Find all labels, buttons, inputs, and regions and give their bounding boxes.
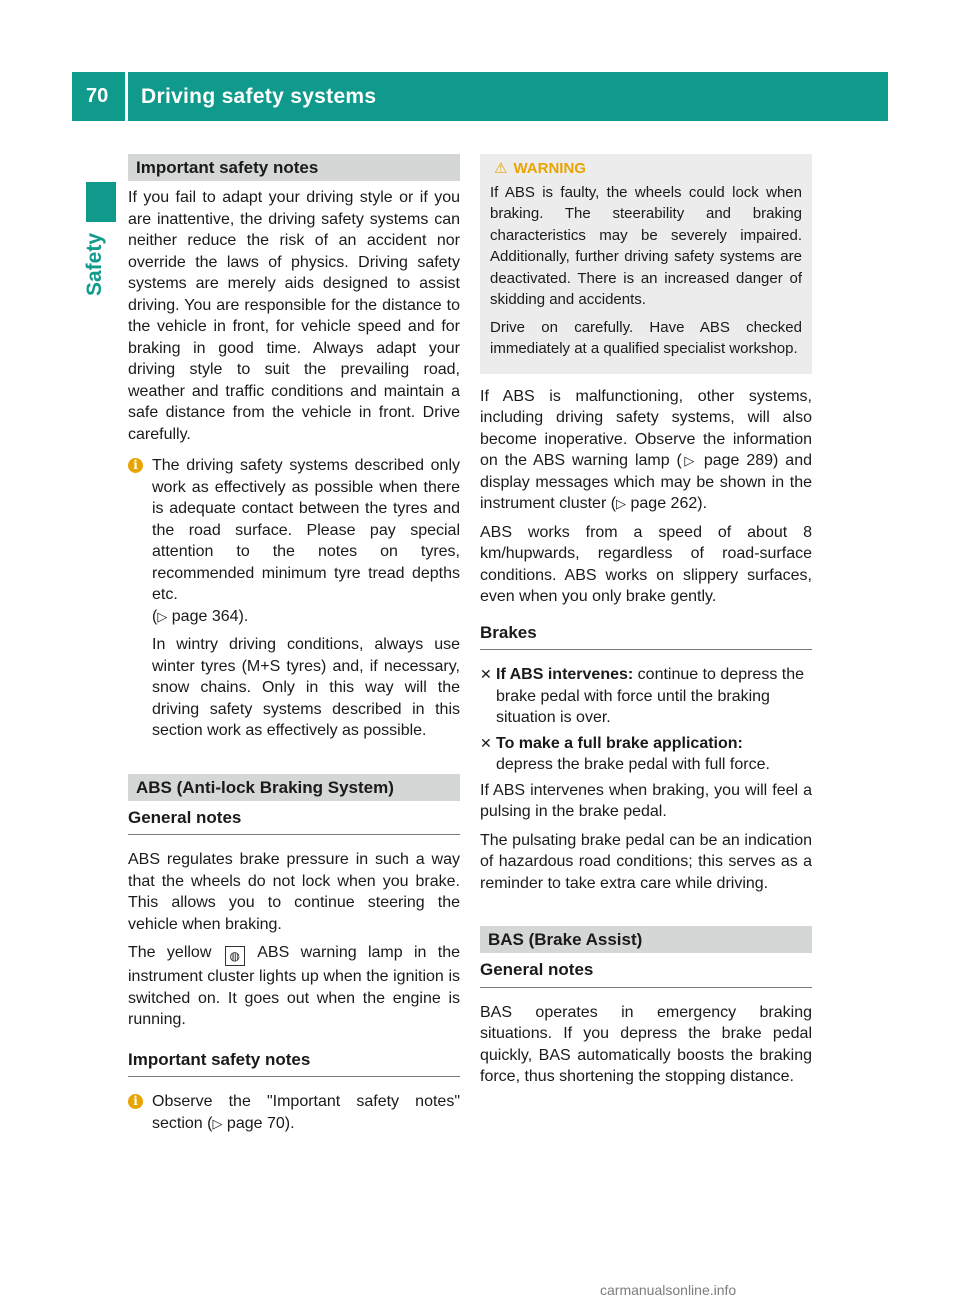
step-1-label: If ABS intervenes: (496, 666, 634, 683)
info-icon: i (128, 1094, 143, 1109)
warning-text-1: If ABS is faulty, the wheels could lock when braking. The steerability and braking characteristics may be severely impaired. Additionally, further driving safety systems are deactivated. There is an increased danger of skidding and accidents. (490, 183, 802, 308)
info-note-observe (128, 1091, 460, 1134)
important-safety-text: If you fail to adapt your driving style or if you are inattentive, the driving safety systems can neither reduce the risk of an accident nor override the laws of physics. Driving safety systems are merely aids designed to assist driving. You are responsible for the distance to the vehicle in front, for vehicle speed and for braking in good time. Always adapt your driving style to suit the prevailing road, weather and traffic conditions and maintain a safe distance from the vehicle in front. Drive carefully. (128, 189, 460, 443)
warning-triangle-icon: ⚠ (494, 160, 508, 177)
page-number: 70 (86, 85, 109, 107)
info-icon: i (128, 458, 143, 473)
abs-text-2-post: ABS warning lamp in the instrument cluster lights up when the ignition is switched on. It goes out when the engine is running. (128, 944, 461, 1028)
section-heading-abs: ABS (Anti-lock Braking System) (128, 774, 460, 801)
step-1-text: continue to depress the brake pedal with force until the braking situation is over. (496, 666, 805, 726)
step-full-brake (480, 733, 812, 776)
abs-text-1: ABS regulates brake pressure in such a way that the wheels do not lock when you brake. This allows you to continue steering the vehicle when braking. (128, 851, 460, 933)
abs-malfunction-text: If ABS is malfunctioning, other systems, including driving safety systems, will also become inoperative. Observe the information on the ABS warning lamp ( (480, 387, 812, 469)
note-tyres-text: The driving safety systems described only work as effectively as possible when there is adequate contact between the tyres and the road surface. Please pay special attention to the notes on tyres, recommended minimum tyre tread depths etc. (152, 457, 460, 603)
page-ref-289[interactable]: page 289) and display messages which may be shown in the instrument cluster ( (480, 452, 812, 512)
watermark: carmanualsonline.info (600, 1282, 737, 1298)
side-tab-label: Safety (83, 232, 106, 296)
subheading-general-notes-abs: General notes (128, 807, 460, 836)
brakes-text-2: The pulsating brake pedal can be an indication of hazardous road conditions; this serves as a reminder to take extra care while driving. (480, 831, 812, 892)
section-heading-important-safety-notes: Important safety notes (128, 154, 460, 181)
page-ref-262[interactable]: page 262). (630, 495, 708, 512)
header-divider (125, 72, 128, 121)
subheading-brakes: Brakes (480, 622, 812, 651)
step-2-text: depress the brake pedal with full force. (496, 756, 770, 773)
page-ref-arrow-icon: ▷ (681, 453, 697, 468)
page-ref-364[interactable]: page 364). (171, 607, 249, 625)
bas-text: BAS operates in emergency braking situations. If you depress the brake pedal quickly, BAS automatically boosts the braking force, thus shortening the stopping distance. (480, 1003, 812, 1085)
subheading-general-notes-bas: General notes (480, 959, 812, 988)
abs-warning-lamp-icon: ◍ (225, 946, 245, 966)
side-tab-marker (86, 182, 116, 222)
brakes-text-1: If ABS intervenes when braking, you will feel a pulsing in the brake pedal. (480, 781, 812, 820)
page-ref-arrow-icon: ▷ (212, 1115, 223, 1131)
section-heading-bas: BAS (Brake Assist) (480, 926, 812, 953)
right-column (480, 154, 812, 1095)
note-winter-text: In wintry driving conditions, always use winter tyres (M+S tyres) and, if necessary, snow chains. Only in this way will the driving safety systems described in this section work as effectively as possible. (152, 636, 460, 739)
step-abs-intervenes (480, 664, 812, 729)
step-arrow-icon: ✕ (480, 666, 492, 682)
warning-text-2: Drive on carefully. Have ABS checked immediately at a qualified specialist workshop. (490, 318, 802, 357)
subheading-important-safety-notes-abs: Important safety notes (128, 1049, 460, 1078)
warning-box (480, 154, 812, 374)
step-arrow-icon: ✕ (480, 734, 492, 751)
page-ref-arrow-icon: ▷ (157, 608, 168, 624)
warning-title: WARNING (513, 160, 586, 177)
abs-speed-text: ABS works from a speed of about 8 km/hupwards, regardless of road-surface conditions. ABS works on slippery surfaces, even when you only brake gently. (480, 523, 812, 605)
left-column (128, 154, 460, 1141)
step-2-label: To make a full brake application: (496, 734, 743, 752)
page-ref-70[interactable]: page 70). (226, 1114, 295, 1132)
note-observe-text: Observe the "Important safety notes" section ( (152, 1093, 460, 1132)
page-title: Driving safety systems (141, 85, 377, 108)
page-ref-arrow-icon: ▷ (616, 496, 627, 511)
abs-text-2-pre: The yellow (128, 944, 212, 961)
info-note-tyres: i The driving safety systems described only work as effectively as possible when there is adequate contact between the tyres and the road surface. Please pay special attention to the notes on tyres, recommended minimum tyre tread depths etc. (▷ page 364). In wintry driving conditions, always use winter tyres (M+S tyres) and, if necessary, snow chains. Only in this way will the driving safety systems described in this section work as effectively as possible. (128, 455, 460, 742)
